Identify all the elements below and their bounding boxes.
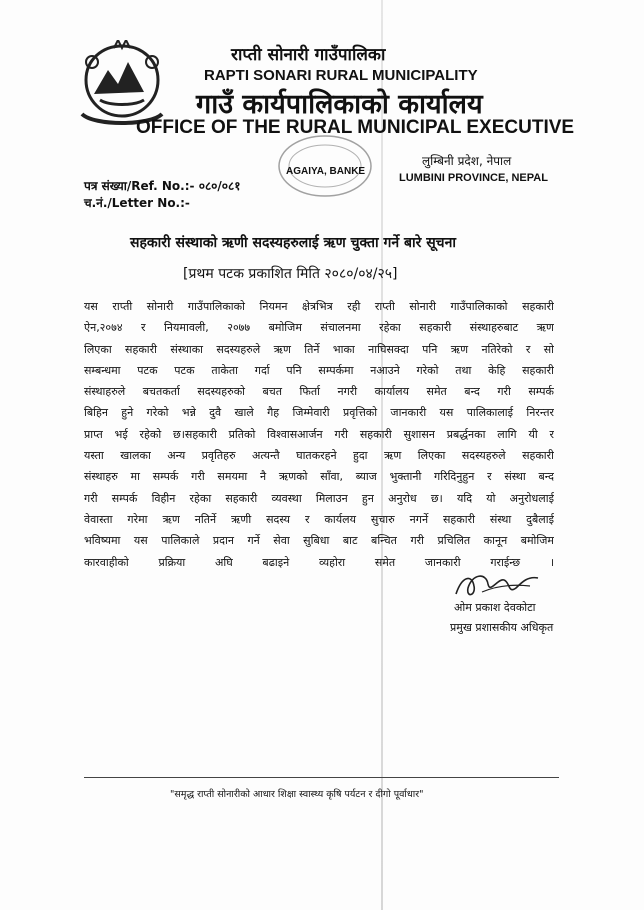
municipality-name-nepali: राप्ती सोनारी गाउँपालिका [231,45,386,65]
signatory-title: प्रमुख प्रशासकीय अधिकृत [450,621,554,634]
handwritten-signature [452,568,544,602]
body-line: संस्थाहरुले बचतकर्ता सदस्यहरुको बचत फिर्ता नगरी कार्यालय समेत बन्द गरी सम्पर्क [84,385,554,399]
body-line: प्राप्त भई रहेको छ।सहकारी प्रतिको विश्वासआर्जन गरी सहकारी सुशासन प्रबर्द्धनका लागि यी र [84,427,554,441]
body-line: यस राप्ती सोनारी गाउँपालिकाको नियमन क्षेत्रभित्र रही राप्ती सोनारी गाउँपालिकाको सहकारी [84,300,554,313]
notice-body [84,296,554,573]
body-line: सम्बन्धमा पटक पटक ताकेता गर्दा पनि सम्पर्कमा नआउने गरेको तथा केहि सहकारी [84,363,554,377]
reference-number [84,177,241,194]
body-line: संस्थाहरु मा सम्पर्क गरी समयमा नै ऋणको साँवा, ब्याज भुक्तानी गरिदिनुहुन र संस्था बन्द [84,470,554,484]
office-address: AGAIYA, BANKE [286,166,366,177]
body-line: बिहिन हुने गरेको भन्ने दुवै खाले गैह जिम्मेवारी प्रवृत्तिको जानकारी यस पालिकालाई निरन्तर [84,406,554,420]
body-line: ऐन,२०७४ र नियमावली, २०७७ बमोजिम संचालनमा रहेका सहकारी संस्थाहरुबाट ऋण [84,321,554,335]
office-title-nepali: गाउँ कार्यपालिकाको कार्यालय [196,89,483,120]
letter-number-label: च.नं./Letter No.:- [84,196,190,210]
reference-label: पत्र संख्या/Ref. No.:- [84,179,195,193]
body-line: भविष्यमा यस पालिकाले प्रदान गर्ने सेवा सुबिधा बाट बन्चित गरी प्रचिलित कानून बमोजिम [84,534,554,548]
body-line: कारवाहीको प्रक्रिया अघि बढाइने व्यहोरा समेत जानकारी गराईन्छ । [84,555,554,569]
signatory-name: ओम प्रकाश देवकोटा [454,601,536,614]
publication-date: [प्रथम पटक प्रकाशित मिति २०८०/०४/२५] [183,266,398,282]
footer-divider [84,777,559,778]
body-line: वेवास्ता गरेमा ऋण नतिर्ने ऋणी सदस्य र कार्यलय सुचारु नगर्ने सहकारी संस्था दुबैलाई [84,512,554,526]
office-title-english: OFFICE OF THE RURAL MUNICIPAL EXECUTIVE [136,117,575,138]
reference-value: ०८०/०८१ [198,179,241,193]
body-line: लिएका सहकारी संस्थाका सदस्यहरुले ऋण तिर्ने भाका नाघिसक्दा पनि ऋण नतिरेको र सो [84,342,554,356]
notice-title: सहकारी संस्थाको ऋणी सदस्यहरुलाई ऋण चुक्ता गर्ने बारे सूचना [130,235,456,251]
province-english: LUMBINI PROVINCE, NEPAL [399,172,548,184]
body-line: गरी सम्पर्क विहीन रहेका सहकारी व्यवस्था मिलाउन हुन अनुरोध छ। यदि यो अनुरोधलाई [84,491,554,505]
province-nepali: लुम्बिनी प्रदेश, नेपाल [422,154,512,168]
footer-slogan: "समृद्ध राप्ती सोनारीको आधार शिक्षा स्वास्थ्य कृषि पर्यटन र दीगो पूर्वाधार" [170,789,424,800]
municipality-name-english: RAPTI SONARI RURAL MUNICIPALITY [204,67,478,84]
body-line: यस्ता खालका अन्य प्रवृतिहरु अत्यन्तै घातकरहने हुदा ऋण लिएका सदस्यहरुले सहकारी [84,449,554,463]
